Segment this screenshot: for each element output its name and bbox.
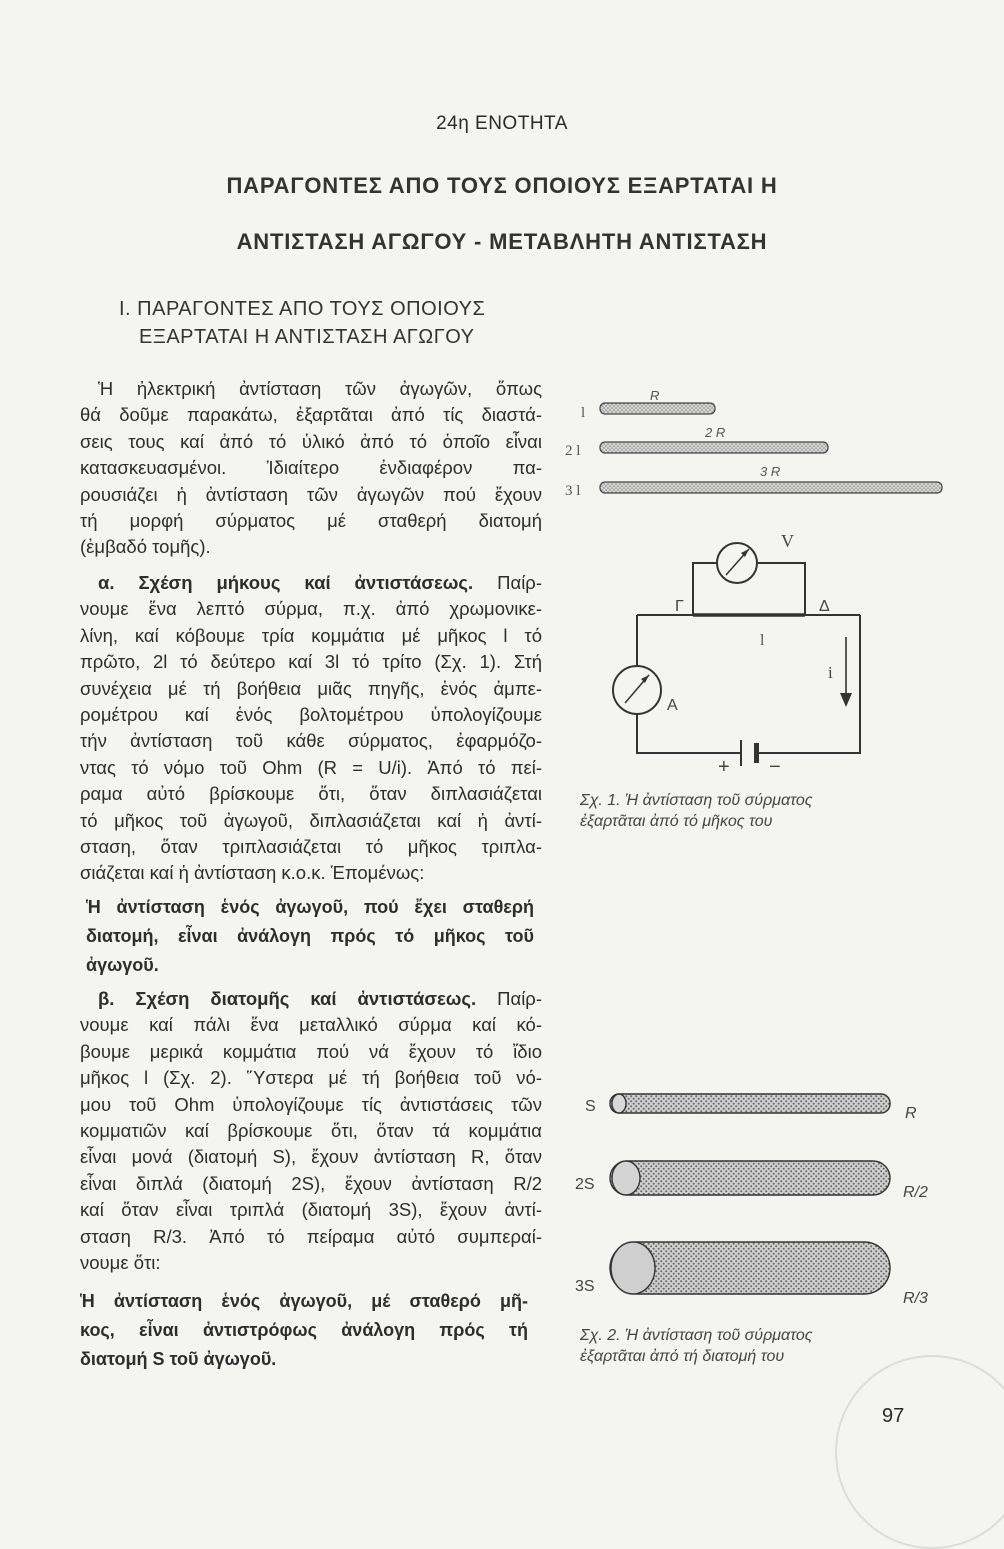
part-b-heading: β. Σχέση διατομῆς καί ἀντιστάσεως. (98, 988, 477, 1009)
battery-cell (754, 743, 759, 763)
text-line: ρομέτρου καί ἑνός βολτομέτρου ὑπολογίζουμε (80, 704, 542, 726)
text-line: εἶναι διπλά (διατομή 2S), ἔχουν ἀντίσταση R/2 (80, 1172, 542, 1194)
text-line: θά δοῦμε παρακάτω, ἐξαρτᾶται ἀπό τίς διαστά- (80, 404, 542, 426)
chapter-title-line1: ΠΑΡΑΓΟΝΤΕΣ ΑΠΟ ΤΟΥΣ ΟΠΟΙΟΥΣ ΕΞΑΡΤΑΤΑΙ Η (226, 173, 778, 198)
caption-line: Σχ. 2. Ἡ ἀντίσταση τοῦ σύρματος (580, 1327, 813, 1344)
wire-l (600, 403, 715, 414)
library-stamp (835, 1355, 1004, 1549)
section-heading-line1: Ι. ΠΑΡΑΓΟΝΤΕΣ ΑΠΟ ΤΟΥΣ ΟΠΟΙΟΥΣ (119, 298, 486, 320)
text-line (80, 570, 542, 596)
text-line: μῆκος l (Σχ. 2). Ὕστερα μέ τή βοήθεια τοῦ νό- (80, 1067, 542, 1089)
section-label-3s: 3S (575, 1278, 595, 1295)
text-line: Ἡ ἀντίσταση ἑνός ἀγωγοῦ, μέ σταθερό μῆ- (80, 1291, 528, 1311)
section-label-s: S (585, 1098, 596, 1115)
caption-line: Σχ. 1. Ἡ ἀντίσταση τοῦ σύρματος (580, 792, 813, 809)
intro-paragraph (80, 376, 542, 561)
chapter-title-line2: ΑΝΤΙΣΤΑΣΗ ΑΓΩΓΟΥ - ΜΕΤΑΒΛΗΤΗ ΑΝΤΙΣΤΑΣΗ (236, 229, 768, 254)
ammeter-label: A (667, 697, 678, 714)
text-line: τό μῆκος τοῦ ἀγωγοῦ, διπλασιάζεται καί ἡ ἀντί- (80, 809, 542, 831)
part-b-paragraph (80, 986, 542, 1276)
unit-label: 24η ΕΝΟΤΗΤΑ (436, 113, 568, 134)
resistance-label-3r: 3 R (760, 464, 781, 479)
part-a-first-rest: Παίρ- (497, 572, 542, 593)
text-line: νουμε ἕνα λεπτό σύρμα, π.χ. ἀπό χρωμονικε- (80, 598, 542, 620)
wire-3l (600, 482, 942, 493)
text-line (80, 986, 542, 1012)
text-line: ντας τό νόμο τοῦ Ohm (R = U/i). Ἀπό τό πεί- (80, 756, 542, 778)
text-line: τή μορφή σύρματος μέ σταθερή διατομή (80, 510, 542, 532)
part-a-heading: α. Σχέση μήκους καί ἀντιστάσεως. (98, 572, 474, 593)
resistance-label-r: R (650, 388, 660, 403)
text-line: καί ὅταν εἶναι τριπλά (διατομή 3S), ἔχουν ἀντί- (80, 1199, 542, 1221)
text-line: εἶναι μονά (διατομή S), ἔχουν ἀντίσταση R, ὅταν (80, 1146, 542, 1168)
text-line: σεις τους καί ἀπό τό ὑλικό ἀπό τό ὁποῖο εἶναι (80, 430, 542, 452)
text-line: διατομή S τοῦ ἀγωγοῦ. (80, 1349, 277, 1369)
text-line: πρῶτο, 2l τό δεύτερο καί 3l τό τρίτο (Σχ. 1). Στή (80, 651, 542, 673)
wire-length-mark: l (760, 632, 765, 649)
text-line: σταση, ὅταν τριπλασιάζεται τό μῆκος τριπλα- (80, 836, 542, 858)
page-number: 97 (882, 1405, 905, 1427)
text-line: ἀγωγοῦ. (86, 955, 159, 975)
minus-sign: − (769, 756, 781, 778)
text-line: (ἐμβαδό τομῆς). (80, 536, 211, 558)
section-heading-line2: ΕΞΑΡΤΑΤΑΙ Η ΑΝΤΙΣΤΑΣΗ ΑΓΩΓΟΥ (139, 326, 475, 348)
rod-s (610, 1094, 890, 1113)
caption-line: ἐξαρτᾶται ἀπό τό μῆκος του (580, 813, 773, 830)
rod-resistance-r2: R/2 (903, 1184, 928, 1201)
node-gamma: Γ (675, 598, 684, 615)
text-line: μου τοῦ Ohm ὑπολογίζουμε τίς ἀντιστάσεις τῶν (80, 1093, 542, 1115)
figure-1-diagram (555, 375, 975, 795)
text-line: νουμε καί πάλι ἕνα μεταλλικό σύρμα καί κό- (80, 1014, 542, 1036)
node-delta: Δ (819, 598, 830, 615)
text-line: ρουσιάζει ἡ ἀντίσταση τῶν ἀγωγῶν πού ἔχουν (80, 483, 542, 505)
text-line: σιάζεται καί ἡ ἀντίσταση κ.ο.κ. Ἑπομένως: (80, 862, 425, 884)
plus-sign: + (718, 756, 730, 778)
figure-2-caption (580, 1325, 813, 1367)
caption-line: ἐξαρτᾶται ἀπό τή διατομή του (580, 1348, 785, 1365)
part-b-first-rest: Παίρ- (497, 988, 542, 1009)
text-line: ραμα αὐτό βρίσκουμε ὅτι, ὅταν διπλασιάζεται (80, 783, 542, 805)
wire-label-2l: 2 l (565, 443, 581, 459)
text-line: διατομή, εἶναι ἀνάλογη πρός τό μῆκος τοῦ (86, 926, 534, 946)
text-line: κομματιῶν καί βρίσκουμε ὅτι, ὅταν τά κομμάτια (80, 1120, 542, 1142)
voltmeter-label: V (781, 531, 794, 551)
text-line: βουμε μερικά κομμάτια πού νά ἔχουν τό ἴδιο (80, 1040, 542, 1062)
text-line: νουμε ὅτι: (80, 1252, 161, 1274)
text-line: κος, εἶναι ἀντιστρόφως ἀνάλογη πρός τή (80, 1320, 528, 1340)
figure-2-diagram (575, 1085, 975, 1315)
figure-1-caption (580, 790, 813, 832)
resistance-label-2r: 2 R (705, 425, 726, 440)
text-line: σταση R/3. Ἀπό τό πείραμα αὐτό συμπεραί- (80, 1225, 542, 1247)
text-line: λίνη, καί κόβουμε τρία κομμάτια μέ μῆκος l τό (80, 624, 542, 646)
part-a-paragraph (80, 570, 542, 887)
rod-resistance-r: R (905, 1105, 917, 1122)
text-line: Ἡ ἀντίσταση ἑνός ἀγωγοῦ, πού ἔχει σταθερή (86, 897, 534, 917)
text-line: Ἡ ἠλεκτρική ἀντίσταση τῶν ἀγωγῶν, ὅπως (98, 378, 542, 399)
rule-length (86, 893, 534, 980)
current-label: i (828, 663, 833, 682)
text-line: συνέχεια μέ τή βοήθεια μιᾶς πηγῆς, ἑνός ἀμπε- (80, 677, 542, 699)
rod-2s (610, 1161, 890, 1195)
text-line: κατασκευασμένοι. Ἰδιαίτερο ἐνδιαφέρον πα- (80, 457, 542, 479)
wire-label-l: l (581, 405, 586, 421)
wire-label-3l: 3 l (565, 483, 581, 499)
section-label-2s: 2S (575, 1176, 595, 1193)
text-line: τήν ἀντίσταση τοῦ κάθε σύρματος, ἐφαρμόζο- (80, 730, 542, 752)
rule-section (80, 1287, 528, 1374)
wire-2l (600, 442, 828, 453)
rod-resistance-r3: R/3 (903, 1290, 928, 1307)
